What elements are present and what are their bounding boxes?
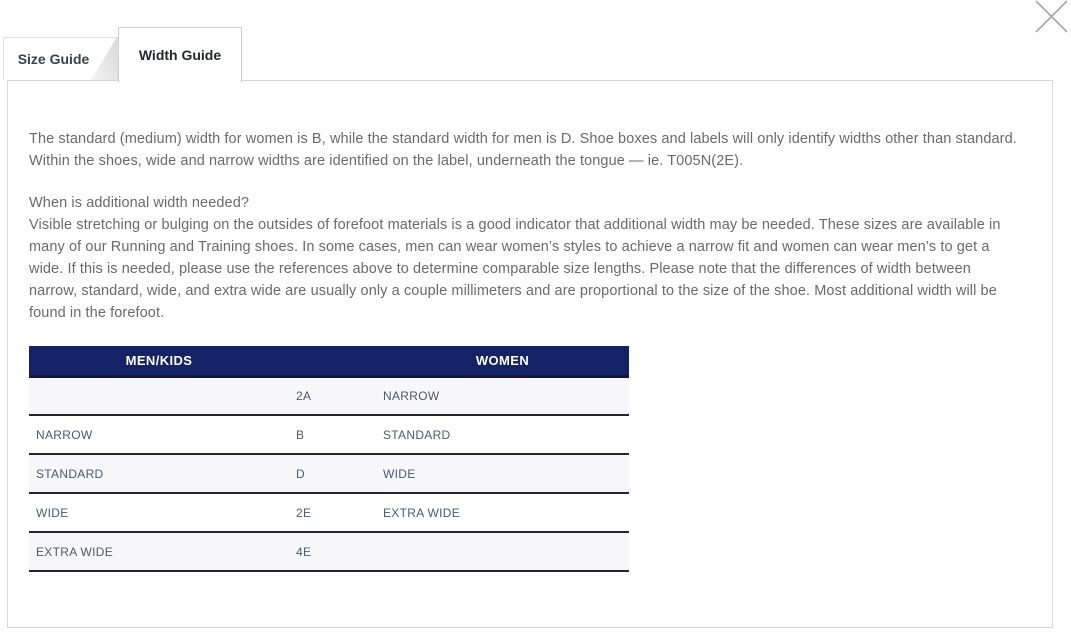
table-cell (376, 532, 629, 571)
tab-width-guide-label: Width Guide (138, 47, 222, 63)
table-cell: 2E (289, 493, 376, 532)
table-row (29, 454, 629, 493)
close-x-glyph (1033, 0, 1070, 34)
table-cell: NARROW (376, 376, 629, 415)
table-cell: WIDE (29, 493, 289, 532)
section-heading: When is additional width needed? (29, 195, 250, 211)
table-row (29, 415, 629, 454)
intro-paragraph: The standard (medium) width for women is B, while the standard width for men is D. Shoe boxes and labels will only identify widths other than standard. Within the shoes, wide and narrow widths are identified on the label, underneath the tongue — ie. T005N(2E). (29, 131, 1017, 169)
table-cell: B (289, 415, 376, 454)
table-row (29, 532, 629, 571)
tab-fold-shadow (91, 37, 117, 80)
tab-size-guide-label: Size Guide (17, 51, 90, 67)
header-men-kids: MEN/KIDS (29, 346, 289, 376)
header-women: WOMEN (376, 346, 629, 376)
table-cell: WIDE (376, 454, 629, 493)
table-cell: NARROW (29, 415, 289, 454)
width-conversion-table (29, 346, 629, 572)
table-cell: D (289, 454, 376, 493)
header-empty (289, 346, 376, 376)
section-paragraph: Visible stretching or bulging on the outsides of forefoot materials is a good indicator that additional width may be needed. These sizes are available in many of our Running and Training shoes. In some cases, men can wear women’s styles to achieve a narrow fit and women can wear men’s to get a wide. If this is needed, please use the references above to determine comparable size lengths. Please note that the differences of width between narrow, standard, wide, and extra wide are usually only a couple millimeters and are proportional to the size of the shoe. Most additional width will be found in the forefoot. (29, 217, 1001, 321)
tab-width-guide[interactable] (118, 27, 242, 82)
table-cell (29, 376, 289, 415)
table-cell: 2A (289, 376, 376, 415)
table-header-row (29, 346, 629, 376)
table-row (29, 376, 629, 415)
table-cell: EXTRA WIDE (376, 493, 629, 532)
width-guide-panel (7, 80, 1053, 628)
table-cell: STANDARD (29, 454, 289, 493)
table-cell: STANDARD (376, 415, 629, 454)
table-row (29, 493, 629, 532)
close-icon[interactable] (1033, 0, 1070, 34)
tab-size-guide[interactable] (3, 37, 118, 80)
table-cell: EXTRA WIDE (29, 532, 289, 571)
additional-width-section (29, 192, 1019, 324)
table-cell: 4E (289, 532, 376, 571)
